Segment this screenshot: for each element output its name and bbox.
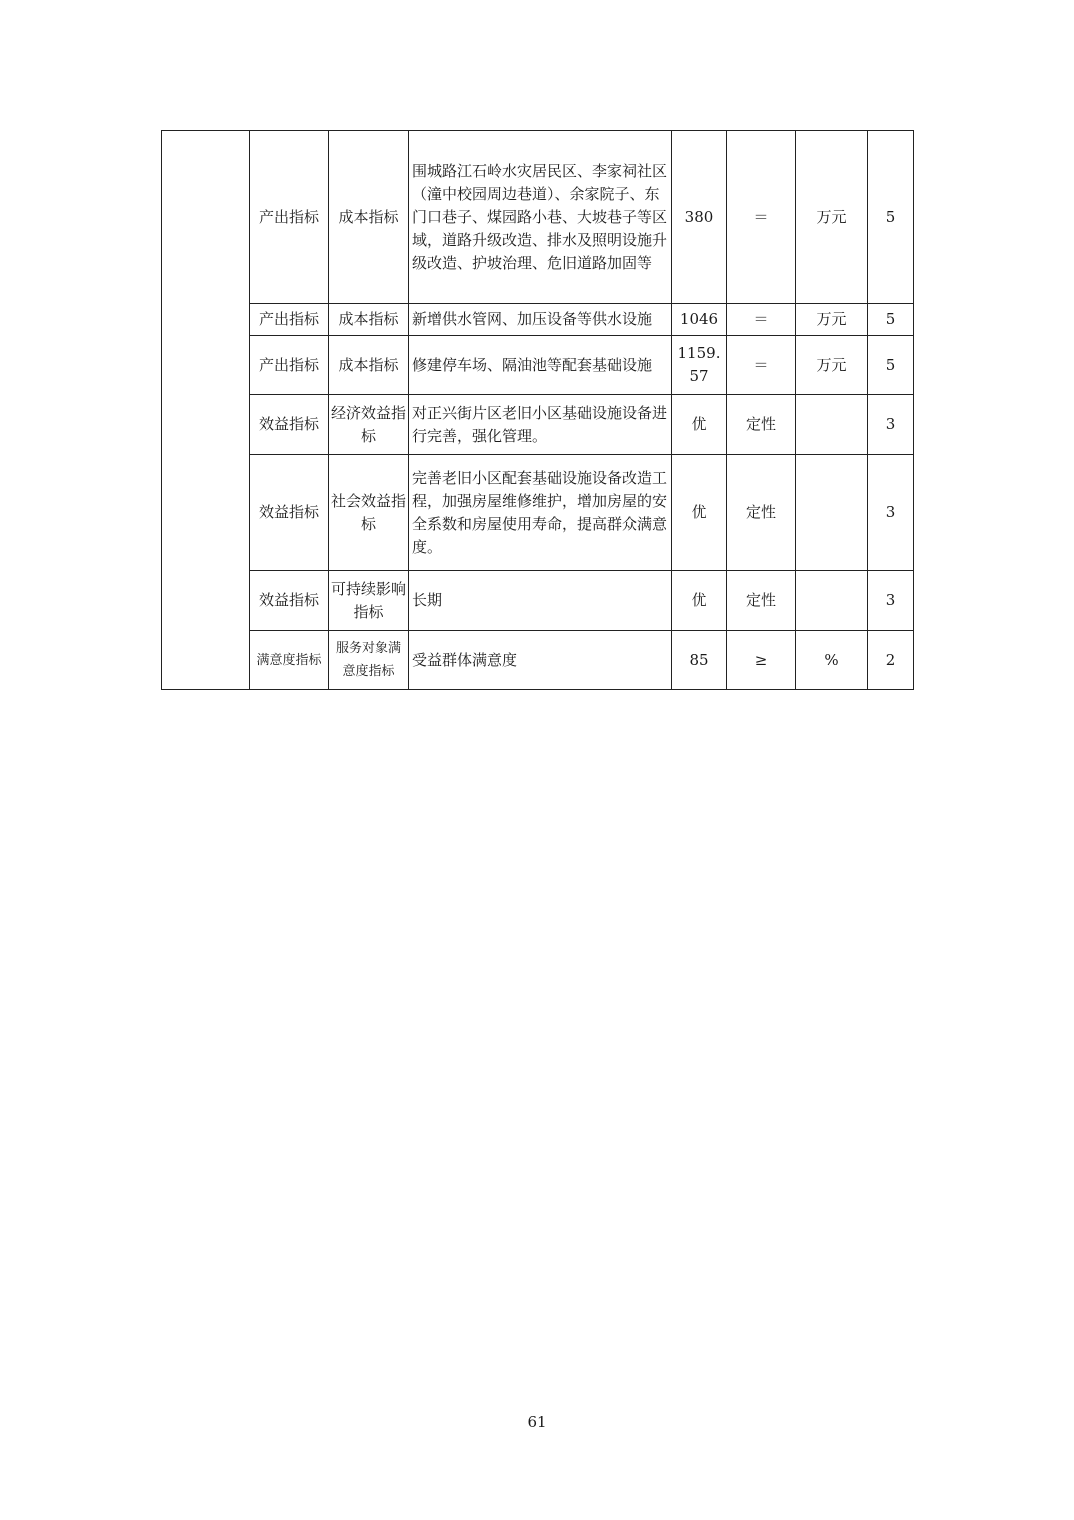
indicator-weight: 3 xyxy=(868,571,914,631)
indicator-operator: ＝ xyxy=(727,304,796,336)
indicator-unit: 万元 xyxy=(796,304,868,336)
level1-indicator: 效益指标 xyxy=(250,455,329,571)
table-row xyxy=(162,336,914,395)
indicator-weight: 2 xyxy=(868,631,914,690)
page-number: 61 xyxy=(527,1413,547,1431)
indicator-content: 围城路江石岭水灾居民区、李家祠社区（潼中校园周边巷道）、余家院子、东门口巷子、煤园路小巷、大坡巷子等区域，道路升级改造、排水及照明设施升级改造、护坡治理、危旧道路加固等 xyxy=(409,131,672,304)
indicator-unit xyxy=(796,395,868,455)
level2-indicator: 成本指标 xyxy=(329,304,409,336)
indicator-unit: 万元 xyxy=(796,131,868,304)
indicator-weight: 5 xyxy=(868,304,914,336)
table-row xyxy=(162,455,914,571)
level1-indicator: 产出指标 xyxy=(250,304,329,336)
indicator-content: 修建停车场、隔油池等配套基础设施 xyxy=(409,336,672,395)
indicator-value: 优 xyxy=(672,571,727,631)
indicator-operator: ＝ xyxy=(727,336,796,395)
table-row xyxy=(162,395,914,455)
indicator-weight: 5 xyxy=(868,336,914,395)
indicator-content: 受益群体满意度 xyxy=(409,631,672,690)
indicator-content: 完善老旧小区配套基础设施设备改造工程，加强房屋维修维护，增加房屋的安全系数和房屋使用寿命，提高群众满意度。 xyxy=(409,455,672,571)
indicator-unit: 万元 xyxy=(796,336,868,395)
indicator-weight: 3 xyxy=(868,455,914,571)
indicator-unit: % xyxy=(796,631,868,690)
table-row xyxy=(162,631,914,690)
indicator-content: 新增供水管网、加压设备等供水设施 xyxy=(409,304,672,336)
indicator-value: 85 xyxy=(672,631,727,690)
merged-blank-cell xyxy=(162,131,250,690)
level1-indicator: 满意度指标 xyxy=(250,631,329,690)
indicator-weight: 3 xyxy=(868,395,914,455)
indicator-value: 优 xyxy=(672,455,727,571)
indicator-unit xyxy=(796,571,868,631)
performance-indicator-table xyxy=(161,130,914,690)
level2-indicator: 成本指标 xyxy=(329,336,409,395)
indicator-value: 1159.57 xyxy=(672,336,727,395)
level2-indicator: 服务对象满意度指标 xyxy=(329,631,409,690)
indicator-content: 对正兴街片区老旧小区基础设施设备进行完善，强化管理。 xyxy=(409,395,672,455)
indicator-value: 380 xyxy=(672,131,727,304)
level1-indicator: 效益指标 xyxy=(250,571,329,631)
level1-indicator: 效益指标 xyxy=(250,395,329,455)
indicator-value: 1046 xyxy=(672,304,727,336)
indicator-weight: 5 xyxy=(868,131,914,304)
indicator-operator: ＝ xyxy=(727,131,796,304)
indicator-operator: 定性 xyxy=(727,395,796,455)
table-row xyxy=(162,304,914,336)
level1-indicator: 产出指标 xyxy=(250,336,329,395)
table-row xyxy=(162,131,914,304)
level2-indicator: 经济效益指标 xyxy=(329,395,409,455)
indicator-unit xyxy=(796,455,868,571)
indicator-content: 长期 xyxy=(409,571,672,631)
level1-indicator: 产出指标 xyxy=(250,131,329,304)
indicator-operator: 定性 xyxy=(727,455,796,571)
indicator-operator: 定性 xyxy=(727,571,796,631)
indicator-operator: ≥ xyxy=(727,631,796,690)
level2-indicator: 可持续影响指标 xyxy=(329,571,409,631)
level2-indicator: 社会效益指标 xyxy=(329,455,409,571)
level2-indicator: 成本指标 xyxy=(329,131,409,304)
indicator-value: 优 xyxy=(672,395,727,455)
table-row xyxy=(162,571,914,631)
